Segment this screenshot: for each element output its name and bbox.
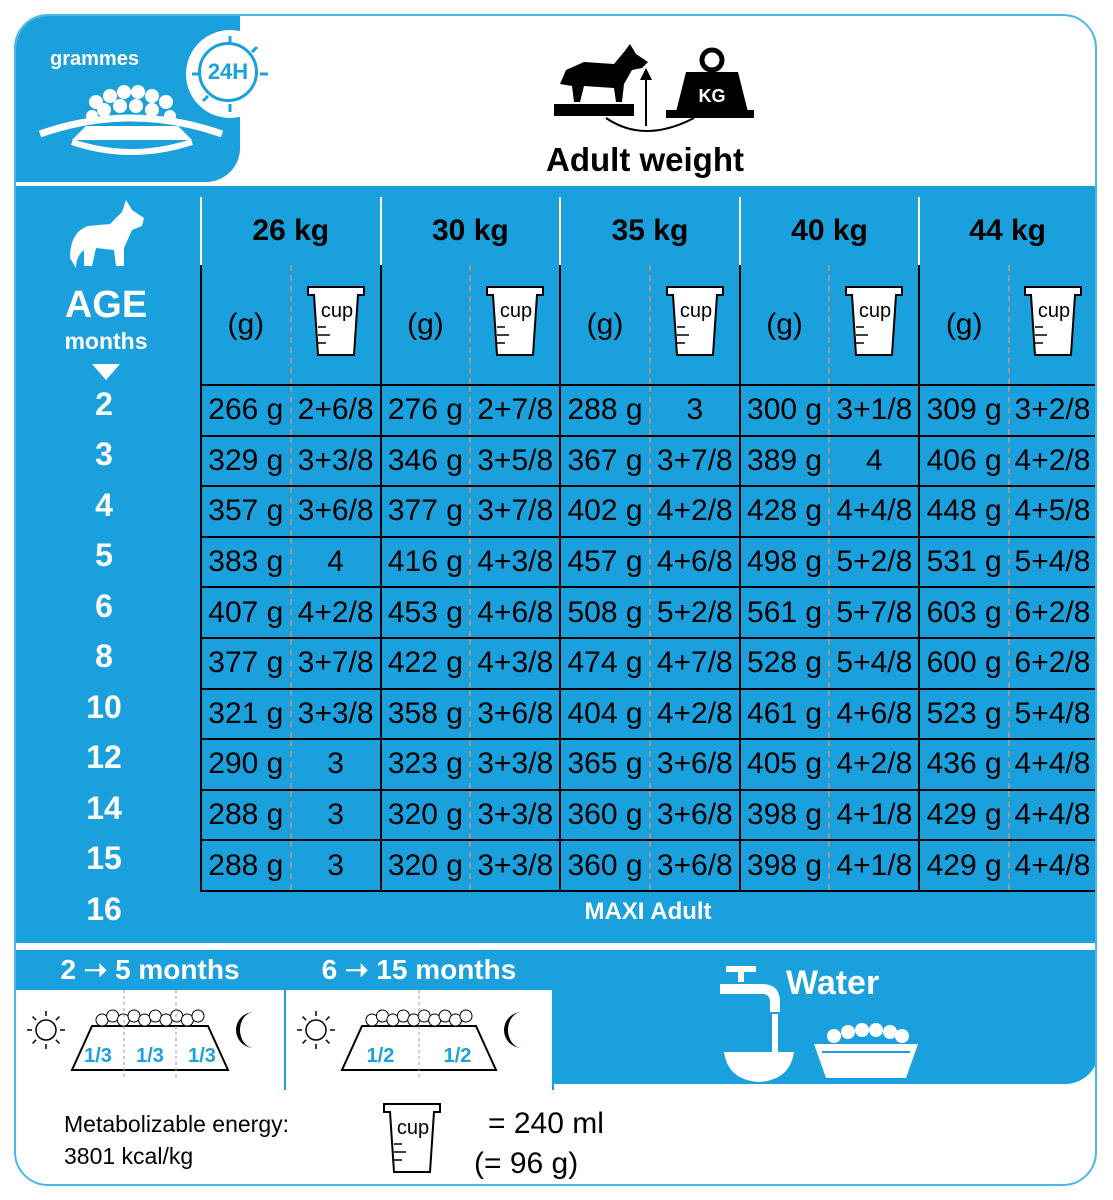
grams-cell: 383 g [201, 537, 291, 588]
water-label: Water [786, 964, 880, 1002]
moon-icon [504, 1012, 522, 1048]
fraction-label: 1/2 [366, 1045, 395, 1067]
table-row [201, 638, 1095, 689]
cups-cell: 4+2/8 [829, 739, 919, 790]
cups-cell: 5+4/8 [1009, 537, 1095, 588]
cups-cell: 3+7/8 [291, 638, 381, 689]
cups-cell: 3+3/8 [470, 840, 560, 891]
cups-cell: 3+7/8 [470, 486, 560, 537]
cup-conversion [474, 1104, 604, 1184]
age-value: 2 [95, 386, 113, 422]
cups-cell: 4+6/8 [829, 689, 919, 740]
grams-cell: 377 g [381, 486, 471, 537]
meal-panel [16, 950, 286, 1090]
cups-cell: 4+3/8 [470, 638, 560, 689]
grams-cell: 288 g [201, 790, 291, 841]
cups-cell: 3 [291, 840, 381, 891]
cup-column-header [470, 265, 560, 385]
grams-cell: 561 g [740, 587, 830, 638]
cups-cell: 3+1/8 [829, 385, 919, 436]
grams-column-header: (g) [381, 265, 471, 385]
grams-cell: 406 g [919, 436, 1009, 487]
grammes-label: grammes [50, 48, 139, 70]
cup-weight: (= 96 g) [474, 1147, 579, 1180]
grams-cell: 323 g [381, 739, 471, 790]
measuring-cup-icon [842, 283, 906, 359]
cups-cell: 4+2/8 [291, 587, 381, 638]
moon-icon [236, 1012, 254, 1048]
cups-cell: 3+6/8 [650, 739, 740, 790]
grams-cell: 358 g [381, 689, 471, 740]
cup-label: cup [1037, 299, 1070, 322]
dog-icon [66, 198, 150, 270]
cup-volume: = 240 ml [488, 1107, 604, 1140]
meal-bowl-icon [286, 990, 552, 1090]
grams-cell: 474 g [560, 638, 650, 689]
cups-cell: 6+2/8 [1009, 587, 1095, 638]
cups-cell: 3+6/8 [650, 790, 740, 841]
cup-column-header [1009, 265, 1095, 385]
weight-header: 35 kg [560, 197, 740, 265]
grams-cell: 402 g [560, 486, 650, 537]
weight-header: 30 kg [381, 197, 561, 265]
fraction-label: 1/3 [188, 1045, 216, 1067]
cups-cell: 3+5/8 [470, 436, 560, 487]
grams-cell: 429 g [919, 790, 1009, 841]
grams-column-header: (g) [201, 265, 291, 385]
cups-cell: 2+7/8 [470, 385, 560, 436]
table-row [201, 486, 1095, 537]
grams-cell: 428 g [740, 486, 830, 537]
grams-cell: 422 g [381, 638, 471, 689]
period-end: 15 months [376, 954, 517, 985]
cups-cell: 4+2/8 [650, 689, 740, 740]
grams-cell: 320 g [381, 840, 471, 891]
cup-label: cup [500, 299, 533, 322]
cups-cell: 3+6/8 [291, 486, 381, 537]
period-start: 2 [60, 954, 77, 985]
cups-cell: 4+2/8 [1009, 436, 1095, 487]
age-value: 14 [86, 790, 122, 826]
grams-cell: 276 g [381, 385, 471, 436]
cup-column-header [291, 265, 381, 385]
grams-cell: 404 g [560, 689, 650, 740]
grams-cell: 603 g [919, 587, 1009, 638]
weight-header: 44 kg [919, 197, 1095, 265]
cups-cell: 3+3/8 [291, 689, 381, 740]
grams-cell: 436 g [919, 739, 1009, 790]
grams-cell: 600 g [919, 638, 1009, 689]
table-row [201, 739, 1095, 790]
cups-cell: 4+2/8 [650, 486, 740, 537]
cups-cell: 3+7/8 [650, 436, 740, 487]
energy-info [64, 1108, 289, 1172]
cups-cell: 4+4/8 [1009, 790, 1095, 841]
cups-cell: 5+4/8 [1009, 689, 1095, 740]
measuring-cup-icon [1021, 283, 1085, 359]
cups-cell: 3+6/8 [650, 840, 740, 891]
cups-cell: 4+1/8 [829, 840, 919, 891]
grams-cell: 288 g [201, 840, 291, 891]
age-value: 10 [86, 689, 122, 725]
grams-cell: 300 g [740, 385, 830, 436]
grams-cell: 389 g [740, 436, 830, 487]
sun-icon [297, 1011, 335, 1049]
kibble-bowl-icon [804, 1022, 928, 1080]
grams-cell: 398 g [740, 790, 830, 841]
period-end: 5 months [115, 954, 240, 985]
fraction-label: 1/3 [136, 1045, 164, 1067]
grams-cell: 309 g [919, 385, 1009, 436]
cups-cell: 2+6/8 [291, 385, 381, 436]
grams-cell: 457 g [560, 537, 650, 588]
meal-period-header: 6 ➝ 15 months [286, 950, 552, 990]
table-row [201, 587, 1095, 638]
cups-cell: 4+4/8 [1009, 739, 1095, 790]
energy-value: 3801 kcal/kg [64, 1143, 194, 1169]
age-value: 15 [86, 840, 122, 876]
grams-cell: 321 g [201, 689, 291, 740]
cups-cell: 4+6/8 [650, 537, 740, 588]
cups-cell: 4 [291, 537, 381, 588]
fraction-label: 1/3 [84, 1045, 112, 1067]
grams-cell: 461 g [740, 689, 830, 740]
grams-cell: 407 g [201, 587, 291, 638]
grams-cell: 360 g [560, 840, 650, 891]
feeding-table [200, 197, 1095, 892]
grams-cell: 329 g [201, 436, 291, 487]
age-title: AGE [64, 284, 148, 326]
grams-column-header: (g) [740, 265, 830, 385]
cups-cell: 3+3/8 [470, 790, 560, 841]
table-row [201, 537, 1095, 588]
cups-cell: 4+4/8 [1009, 840, 1095, 891]
cups-cell: 3+6/8 [470, 689, 560, 740]
age-value: 4 [95, 487, 113, 523]
grams-cell: 346 g [381, 436, 471, 487]
grams-cell: 357 g [201, 486, 291, 537]
weight-header: 26 kg [201, 197, 381, 265]
grams-cell: 498 g [740, 537, 830, 588]
grams-cell: 528 g [740, 638, 830, 689]
cup-column-header [650, 265, 740, 385]
cups-cell: 5+4/8 [829, 638, 919, 689]
age-value: 6 [95, 588, 113, 624]
meal-bowl-icon [16, 990, 284, 1090]
cup-label: cup [859, 299, 892, 322]
age-value: 5 [95, 537, 113, 573]
cup-label: cup [396, 1117, 430, 1139]
cups-cell: 3 [291, 790, 381, 841]
meal-panel [286, 950, 554, 1090]
cups-cell: 4+3/8 [470, 537, 560, 588]
measuring-cup-icon [304, 283, 368, 359]
down-triangle-icon [92, 364, 120, 380]
grams-cell: 367 g [560, 436, 650, 487]
cups-cell: 3 [650, 385, 740, 436]
grams-cell: 266 g [201, 385, 291, 436]
grams-cell: 508 g [560, 587, 650, 638]
food-bowl-icon [36, 82, 226, 158]
grams-column-header: (g) [919, 265, 1009, 385]
cups-cell: 5+2/8 [650, 587, 740, 638]
cups-cell: 5+7/8 [829, 587, 919, 638]
grams-cell: 405 g [740, 739, 830, 790]
cups-cell: 6+2/8 [1009, 638, 1095, 689]
meal-period-header: 2 ➝ 5 months [16, 950, 284, 990]
grams-cell: 288 g [560, 385, 650, 436]
age-subtitle: months [64, 328, 148, 354]
grams-cell: 531 g [919, 537, 1009, 588]
product-name: MAXI Adult [584, 898, 712, 925]
age-value: 8 [95, 638, 113, 674]
cups-cell: 3+2/8 [1009, 385, 1095, 436]
cups-cell: 5+2/8 [829, 537, 919, 588]
cup-column-header [829, 265, 919, 385]
grams-cell: 416 g [381, 537, 471, 588]
cups-cell: 4+7/8 [650, 638, 740, 689]
cups-cell: 4 [829, 436, 919, 487]
grams-cell: 523 g [919, 689, 1009, 740]
feeding-guide-frame [14, 14, 1097, 1186]
age-value: 16 [86, 891, 122, 927]
measuring-cup-icon [663, 283, 727, 359]
sun-icon [27, 1011, 65, 1049]
cups-cell: 3+3/8 [291, 436, 381, 487]
grams-cell: 429 g [919, 840, 1009, 891]
fraction-label: 1/2 [443, 1045, 472, 1067]
age-value: 3 [95, 436, 113, 472]
table-row [201, 436, 1095, 487]
age-value: 12 [86, 739, 122, 775]
dog-on-scale-icon [544, 34, 754, 134]
period-start: 6 [321, 954, 338, 985]
clock-24h-label: 24H [198, 42, 258, 102]
measuring-cup-icon [380, 1100, 444, 1176]
energy-label: Metabolizable energy: [64, 1111, 290, 1137]
cups-cell: 3 [291, 739, 381, 790]
table-row [201, 790, 1095, 841]
grams-cell: 290 g [201, 739, 291, 790]
cups-cell: 4+5/8 [1009, 486, 1095, 537]
kg-icon-label: KG [698, 86, 726, 106]
cup-label: cup [320, 299, 353, 322]
table-row [201, 689, 1095, 740]
table-row [201, 385, 1095, 436]
adult-weight-title: Adult weight [546, 141, 744, 178]
grams-cell: 377 g [201, 638, 291, 689]
grams-cell: 448 g [919, 486, 1009, 537]
tap-water-icon [716, 962, 796, 1086]
grams-cell: 365 g [560, 739, 650, 790]
weight-header: 40 kg [740, 197, 920, 265]
cups-cell: 3+3/8 [470, 739, 560, 790]
table-row [201, 840, 1095, 891]
measuring-cup-icon [483, 283, 547, 359]
cups-cell: 4+6/8 [470, 587, 560, 638]
grams-cell: 453 g [381, 587, 471, 638]
cups-cell: 4+4/8 [829, 486, 919, 537]
grams-cell: 398 g [740, 840, 830, 891]
grams-column-header: (g) [560, 265, 650, 385]
grams-cell: 320 g [381, 790, 471, 841]
grams-cell: 360 g [560, 790, 650, 841]
cup-label: cup [679, 299, 712, 322]
cups-cell: 4+1/8 [829, 790, 919, 841]
